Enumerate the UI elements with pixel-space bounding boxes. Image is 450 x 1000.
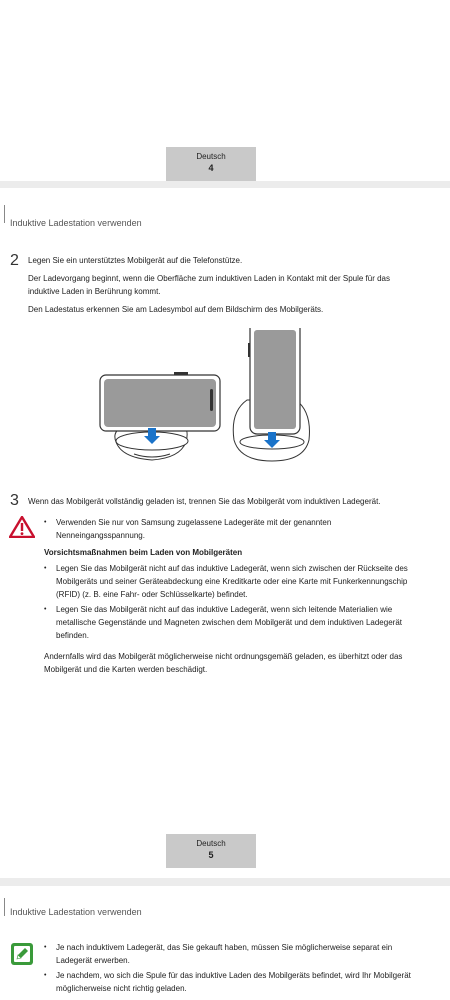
portrait-phone-on-charger — [233, 328, 309, 461]
note-pencil-icon — [10, 942, 34, 966]
caution-footer: Andernfalls wird das Mobilgerät möglicherweise nicht ordnungsgemäß geladen, es überhitzt oder das Mobilgerät und die Karten werden beschädigt. — [44, 652, 403, 674]
page-number-box — [166, 147, 256, 181]
page-number: 5 — [208, 850, 214, 860]
section-title: Induktive Ladestation verwenden — [10, 218, 142, 228]
document-page-5 — [0, 188, 450, 878]
list-item: • Legen Sie das Mobilgerät nicht auf das induktive Ladegerät, wenn sich leitende Materialien wie metallische Gegenstände und Magneten zwischen dem Mobilgerät und dem induktiven Ladegerät befinden. — [42, 603, 427, 642]
warning-triangle-icon — [9, 516, 35, 538]
page-number: 4 — [208, 163, 214, 173]
step-number: 2 — [10, 252, 19, 269]
header-rule — [4, 898, 5, 916]
page-language: Deutsch — [196, 839, 226, 848]
list-item: • Legen Sie das Mobilgerät nicht auf das induktive Ladegerät, wenn sich zwischen der Rückseite des Mobilgeräts und seiner Geräteabdeckung eine Kreditkarte oder eine Karte mit Funkerkennungschip (RFID) (z. B. eine Fahr- oder Schlüsselkarte) befindet. — [42, 562, 427, 601]
note-list — [42, 941, 427, 997]
step-heading: Wenn das Mobilgerät vollständig geladen ist, trennen Sie das Mobilgerät vom induktiven Ladegerät. — [28, 497, 381, 506]
list-item: • Je nach induktivem Ladegerät, das Sie gekauft haben, müssen Sie möglicherweise separat ein Ladegerät erwerben. — [42, 941, 427, 967]
header-rule — [4, 205, 5, 223]
step-number: 3 — [10, 492, 19, 509]
caution-list — [42, 516, 422, 544]
page-number-box — [166, 834, 256, 868]
charger-illustration — [90, 328, 320, 478]
document-page-4 — [0, 0, 450, 181]
step-text: Der Ladevorgang beginnt, wenn die Oberfläche zum induktiven Laden in Kontakt mit der Spule für das induktive Laden in Berührung kommt. — [28, 274, 390, 296]
caution-subheading: Vorsichtsmaßnahmen beim Laden von Mobilgeräten — [44, 548, 243, 557]
page-language: Deutsch — [196, 152, 226, 161]
list-item: • Je nachdem, wo sich die Spule für das induktive Laden des Mobilgeräts befindet, wird Ihr Mobilgerät möglicherweise nicht richtig geladen. — [42, 969, 427, 995]
step-text: Den Ladestatus erkennen Sie am Ladesymbol auf dem Bildschirm des Mobilgeräts. — [28, 305, 324, 314]
list-item: • Verwenden Sie nur von Samsung zugelassene Ladegeräte mit der genannten Nenneingangsspannung. — [42, 516, 422, 542]
section-title: Induktive Ladestation verwenden — [10, 907, 142, 917]
caution-precautions-list — [42, 562, 427, 644]
landscape-phone-on-charger — [100, 372, 220, 460]
document-page-6 — [0, 886, 450, 1000]
step-heading: Legen Sie ein unterstütztes Mobilgerät auf die Telefonstütze. — [28, 256, 243, 265]
